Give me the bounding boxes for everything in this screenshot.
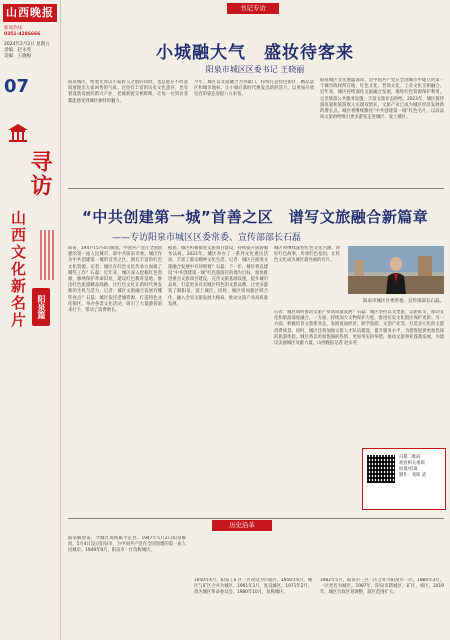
section-divider-2 bbox=[68, 518, 444, 519]
qr-code-icon[interactable] bbox=[367, 455, 395, 483]
designer-credit: 美编：王晓梅 bbox=[4, 54, 31, 59]
photo-caption: 阳泉市城区区委常委、宣传部部长石磊。 bbox=[363, 299, 444, 304]
portrait-illustration bbox=[348, 246, 444, 294]
hotline-label: 新闻热线： bbox=[4, 26, 27, 31]
history-column-3: 1982年5月，阳泉市三区一区合并为阳泉市一区。1984年3月，一区更名为城区。1987年，阳泉市辖城区、矿区、郊区。2019年，城区行政区划调整，辖区范围扩大。 bbox=[320, 578, 444, 596]
editor-credit: 责编：赵永英 bbox=[4, 48, 31, 53]
qr-credit-2: 制作：张晖 武 bbox=[399, 473, 427, 478]
city-badge: 阳泉篇 bbox=[32, 288, 50, 326]
section-tag: 书记专访 bbox=[227, 3, 279, 14]
qr-instruction-2: 观看相关视频 bbox=[399, 461, 425, 466]
feature-column-1: 阳泉，1947年5月4日解放，中国共产党在全国创建的第一座人民城市，即中共阳泉市委。城区作为中共创建第一城的首善之区，拥有丰富的红色文化资源。记者：城区在红色文化传承方面做了哪些工作？石磊：近年来，城区深入挖掘红色资源，修缮保护革命旧址，建设红色教育基地，推出红色旅游精品线路，让红色文化在新时代焕发新的生机与活力。记者：城区文旅融合发展有哪些亮点？石磊：城区依托老城资源，打造特色文化街区，举办各类文化活动，吸引了大量游客前来打卡，带动了消费增长。 bbox=[68, 246, 162, 314]
sidebar bbox=[0, 0, 61, 640]
issue-date: 2024年2月2日 星期五 bbox=[4, 42, 50, 47]
qr-instruction: 扫描二维码 bbox=[399, 455, 421, 460]
feature-column-2: 据悉，城区积极推进文旅项目建设，持续提升旅游服务品质。2023年，城区举办了一系列文化惠民活动，丰富了群众精神文化生活。记者：城区在推进文旅融合发展中有何规划？石磊：下一步，城区将以建设“中共创建第一城”红色旅游目的地为目标，加快推进重点文旅项目建设，完善文旅基础设施，提升城市品质，打造更多具有城区特色的文旅品牌，让更多游客了解阳泉、爱上城区。同时，城区将加强区域合作，融入全省文旅发展大格局，推动文旅产业高质量发展。 bbox=[168, 246, 268, 307]
series-title: 山西文化新名片 bbox=[9, 210, 27, 329]
hotline-number: 0351-4286666 bbox=[4, 32, 41, 37]
feature-subtitle: ——专访阳泉市城区区委常委、宣传部部长石磊 bbox=[112, 233, 302, 243]
history-column-1: 阳泉解放前，今城区境域属平定县。1947年5月2日阳泉解放，5月4日设立阳泉市，为中国共产党在全国创建的第一座人民城市。1949年9月，阳泉市一区改称城区。 bbox=[68, 536, 186, 554]
top-article-title: 小城融大气 盛妆待客来 bbox=[156, 43, 354, 63]
qr-credit: 拍摄/剪辑 bbox=[399, 467, 418, 472]
feature-title: “中共创建第一城”首善之区 谱写文旅融合新篇章 bbox=[82, 208, 429, 226]
page-number: 07 bbox=[4, 76, 30, 97]
decorative-stripes bbox=[40, 230, 54, 280]
portrait-photo bbox=[348, 246, 444, 294]
newspaper-masthead: 山西晚报 bbox=[3, 4, 57, 22]
feature-column-4: 记者：城区如何推动文旅产业高质量发展？石磊：城区坚持以文塑旅、以旅彰文，推动文化和旅游深度融合。一方面，持续加大文物保护力度，推进历史文化街区保护更新；另一方面，积极培育文旅新业态，发展夜间经济、研学旅游、文创产业等，打造多元化的文旅消费场景。同时，城区还将加强文旅人才队伍建设，提升服务水平，为游客提供更加优质的旅游体验。城区将以更加饱满的热情、更加务实的举措，推动文旅事业蓬勃发展，为建设美丽城区贡献力量。山西晚报记者 赵永英 bbox=[274, 310, 444, 347]
video-qr-box[interactable] bbox=[362, 448, 446, 510]
top-article-column-2: 今年，城区以文旅融合为突破口，持续打造特色街区、精品景区和城市地标，让小城在新时代焕发出新的活力，以更加开放包容的姿态迎接八方来客。 bbox=[194, 80, 314, 98]
column-title: 寻访 bbox=[27, 150, 53, 198]
top-article-column-1: 阳泉城区，给观光客以小家碧玉之感的同时，也总能在不经意间展现出大家闺秀的气质。这里有丰富的历史文化遗存，也有着蓬勃发展的新兴产业，老城新貌交相辉映，让每一位到访者都能感受到城区独特的魅力。 bbox=[68, 80, 188, 104]
main-content bbox=[62, 0, 448, 640]
lantern-emblem-icon bbox=[6, 120, 30, 144]
top-article-byline: 阳泉市城区区委书记 王晓丽 bbox=[205, 65, 305, 74]
history-tag: 历史沿革 bbox=[212, 520, 272, 531]
section-divider bbox=[68, 188, 444, 189]
top-article-column-3: 阳泉城区文化底蕴深厚，是中国共产党在全国城市中建立的第一个城市政权所在地，红色文化、晋商文化、工业文化交相融合。近年来，城区持续深化文旅融合发展，推进红色资源保护利用，完善旅游公共服务设施，丰富文旅业态供给。2023年，城区接待游客量和旅游收入实现双增长，文旅产业已成为城区经济发展新的增长点。城区将继续擦亮“中共创建第一城”红色名片，以高品质文旅供给吸引更多游客走进城区、爱上城区。 bbox=[320, 78, 444, 121]
history-column-2: 1950年4月，阳泉工矿区一区改设为市辖区。1956年6月，城区与矿区合并为城区。1961年3月，复设城区。1971年2月，改为城区革命委员会。1980年10月，复称城区。 bbox=[194, 578, 312, 596]
feature-column-3: 城区将继续深挖红色文化内涵，讲好红色故事，传承红色基因，让红色文化成为城区最亮丽的名片。 bbox=[274, 246, 340, 264]
